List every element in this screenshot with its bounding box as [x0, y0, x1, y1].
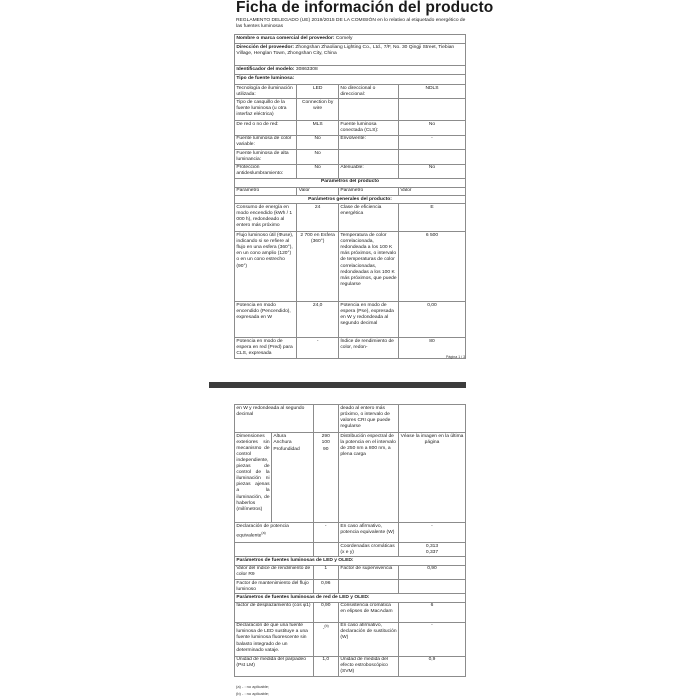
cap-value: Connection by wire: [297, 99, 339, 121]
displacement-label: factor de desplazamiento (cos φ1): [235, 602, 314, 622]
light-type-heading: Tipo de fuente luminosa:: [235, 75, 466, 85]
model-value: 30863308: [295, 66, 318, 72]
empty-cell: [235, 543, 314, 557]
equiv-footnote-ref: (a): [261, 530, 266, 535]
footnote-a: (a) - : no aplicable;: [236, 684, 270, 689]
maintenance-value: 0,96: [313, 580, 338, 594]
tech-label: Tecnología de iluminación utilizada:: [235, 85, 297, 99]
efficiency-value: E: [398, 204, 465, 232]
standby-label: Potencia en modo de espera (Pse), expresada en W y redondeada al segundo decimal: [338, 302, 398, 338]
dim-width-label: Anchura: [273, 440, 292, 446]
empty-cell: [398, 150, 465, 164]
chroma-values: [398, 543, 465, 557]
directional-value: NDLS: [398, 85, 465, 99]
address-row: Dirección del proveedor: Zhongshan Zhaoliang Lighting Co., Ltd., 7/F, No. 30 Qingji Street, Tiebian Village, Henglan Town, Zhongshan City, China: [235, 44, 466, 66]
cls-value: No: [398, 121, 465, 135]
page-number: Página 1 / 3: [446, 355, 466, 359]
directional-label: No direccional o direccional:: [338, 85, 398, 99]
footnote-b: (b) - : no aplicable;: [236, 691, 270, 696]
cct-label: Temperatura de color correlacionada, redondeada a los 100 K más próximos, o intervalo de temperaturas de color correlacionadas, redondeadas a los 100 K más próximos, que puede regularse: [338, 232, 398, 302]
r9-label: Valor del índice de rendimiento de color R9: [235, 565, 314, 579]
chroma-label: Coordenadas cromáticas (x e y): [338, 543, 398, 557]
replacement-value: -$^{(b)}$: [313, 622, 338, 656]
tech-value: LED: [297, 85, 339, 99]
document-page-2: [0, 388, 700, 700]
chroma-x: 0,313: [425, 543, 439, 549]
chroma-y: 0,337: [425, 549, 439, 555]
empty-cell: [313, 405, 338, 433]
cri-value: 80: [398, 338, 465, 358]
empty-cell: [338, 580, 398, 594]
envelope-label: Envolvente:: [338, 135, 398, 149]
mains-value: MLS: [297, 121, 339, 135]
power-on-label: Potencia en modo encendido (Pencendido), expresada en W: [235, 302, 297, 338]
col-param-header: Parámetro: [338, 187, 398, 195]
spectral-label: Distribución espectral de la potencia en el intervalo de 250 nm a 800 nm, a plena carga: [338, 433, 398, 523]
power-on-value: 24,0: [297, 302, 339, 338]
col-value-header: Valor: [297, 187, 339, 195]
replacement-label: Declaración de que una fuente luminosa de LED sustituye a una fuente luminosa fluorescente sin balasto integrado de un determinado vataje.: [235, 622, 314, 656]
dimension-values: [313, 433, 338, 523]
envelope-value: -: [398, 135, 465, 149]
info-table: [234, 34, 466, 359]
dim-height-value: 290: [321, 433, 330, 439]
mains-label: De red o no de red:: [235, 121, 297, 135]
survival-value: 0,90: [398, 565, 465, 579]
equiv-power-value: -: [398, 523, 465, 543]
dim-height-label: Altura: [273, 433, 287, 439]
svm-value: 0,9: [398, 656, 465, 676]
document-title: Ficha de información del producto: [236, 0, 494, 16]
equiv-power-label: En caso afirmativo, potencia equivalente (W): [338, 523, 398, 543]
r9-value: 1: [313, 565, 338, 579]
cap-label: Tipo de casquillo de la fuente luminosa (u otra interfaz eléctrica): [235, 99, 297, 121]
supplier-value: Comely: [335, 35, 353, 41]
params-table-continued: [234, 404, 466, 677]
cct-value: 6 500: [398, 232, 465, 302]
macadam-label: Consistencia cromática en elipses de MacAdam: [338, 602, 398, 622]
survival-label: Factor de supervivencia: [338, 565, 398, 579]
empty-cell: [398, 405, 465, 433]
high-luminance-value: No: [297, 150, 339, 164]
dim-depth-label: Profundidad: [273, 446, 300, 452]
equiv-label: Declaración de potencia equivalente$^{(a)}$: [235, 523, 314, 543]
net-standby-label-cont: en W y redondeada al segundo decimal: [235, 405, 314, 433]
high-luminance-label: Fuente luminosa de alta luminancia:: [235, 150, 297, 164]
displacement-value: 0,90: [313, 602, 338, 622]
efficiency-label: Clase de eficiencia energética: [338, 204, 398, 232]
spectral-value: Véase la imagen en la última página: [398, 433, 465, 523]
flicker-label: Unidad de medida del parpadeo (Pst LM): [235, 656, 314, 676]
replacement-footnote-ref: (b): [324, 624, 329, 629]
maintenance-label: Factor de mantenimiento del flujo luminoso: [235, 580, 314, 594]
flux-value: 2 700 en Esfera (360°): [297, 232, 339, 302]
net-standby-value: -: [297, 338, 339, 358]
consumption-value: 24: [297, 204, 339, 232]
regulation-text: REGLAMENTO DELEGADO (UE) 2019/2015 DE LA COMISIÓN en lo relativo al etiquetado energético de las fuentes luminosas: [236, 18, 466, 30]
svm-label: Unidad de medida del efecto estroboscópico (SVM): [338, 656, 398, 676]
dimmable-value: No: [398, 164, 465, 178]
replacement-yes-value: -: [398, 622, 465, 656]
address-value: Zhongshan Zhaoliang Lighting Co., Ltd., 7/F, No. 30 Qingji Street, Tiebian Village, Henglan Town, Zhongshan City, China: [236, 44, 455, 56]
empty-cell: [398, 99, 465, 121]
dim-width-value: 100: [321, 440, 330, 446]
general-params-heading: Parámetros generales del producto:: [235, 196, 466, 204]
cri-label: Índice de rendimiento de color, redon-: [338, 338, 398, 358]
mains-params-heading: Parámetros de fuentes luminosas de red de LED y OLED:: [235, 594, 466, 602]
empty-cell: [338, 99, 398, 121]
glare-label: Protección antideslumbramiento:: [235, 164, 297, 178]
glare-value: No: [297, 164, 339, 178]
led-params-heading: Parámetros de fuentes luminosas de LED y OLED:: [235, 557, 466, 565]
dimension-names: [271, 433, 313, 523]
color-variable-value: No: [297, 135, 339, 149]
dimensions-label: Dimensiones exteriores sin mecanismo de control independiente, piezas de control de la iluminación ni piezas ajenas a la iluminación, de haberlos (milímetros): [235, 433, 272, 523]
empty-cell: [313, 543, 338, 557]
net-standby-label: Potencia en modo de espera en red (Pred) para CLS, expresada: [235, 338, 297, 358]
equiv-value: -: [313, 523, 338, 543]
cls-label: Fuente luminosa conectada (CLS):: [338, 121, 398, 135]
standby-value: 0,00: [398, 302, 465, 338]
col-value-header: Valor: [398, 187, 465, 195]
dimmable-label: Atenuable:: [338, 164, 398, 178]
model-row: Identificador del modelo: 30863308: [235, 66, 466, 75]
dim-depth-value: 90: [323, 446, 329, 452]
cri-label-cont: deado al entero más próximo, o intervalo de valores CRI que puede regularse: [338, 405, 398, 433]
flux-label: Flujo luminoso útil (Φuse), indicando si se refiere al flujo en una esfera (360°), en un cono amplio (120°) o en un cono estrecho (90°): [235, 232, 297, 302]
replacement-yes-label: En caso afirmativo, declaración de sustitución (W): [338, 622, 398, 656]
col-param-header: Parámetro: [235, 187, 297, 195]
consumption-label: Consumo de energía en modo encendido (kWh / 1 000 h), redondeado al entero más próximo: [235, 204, 297, 232]
macadam-value: 6: [398, 602, 465, 622]
color-variable-label: Fuente luminosa de color variable:: [235, 135, 297, 149]
params-heading: Parámetros del producto: [235, 178, 466, 187]
flicker-value: 1,0: [313, 656, 338, 676]
supplier-row: Nombre o marca comercial del proveedor: Comely: [235, 35, 466, 44]
empty-cell: [338, 150, 398, 164]
empty-cell: [398, 580, 465, 594]
